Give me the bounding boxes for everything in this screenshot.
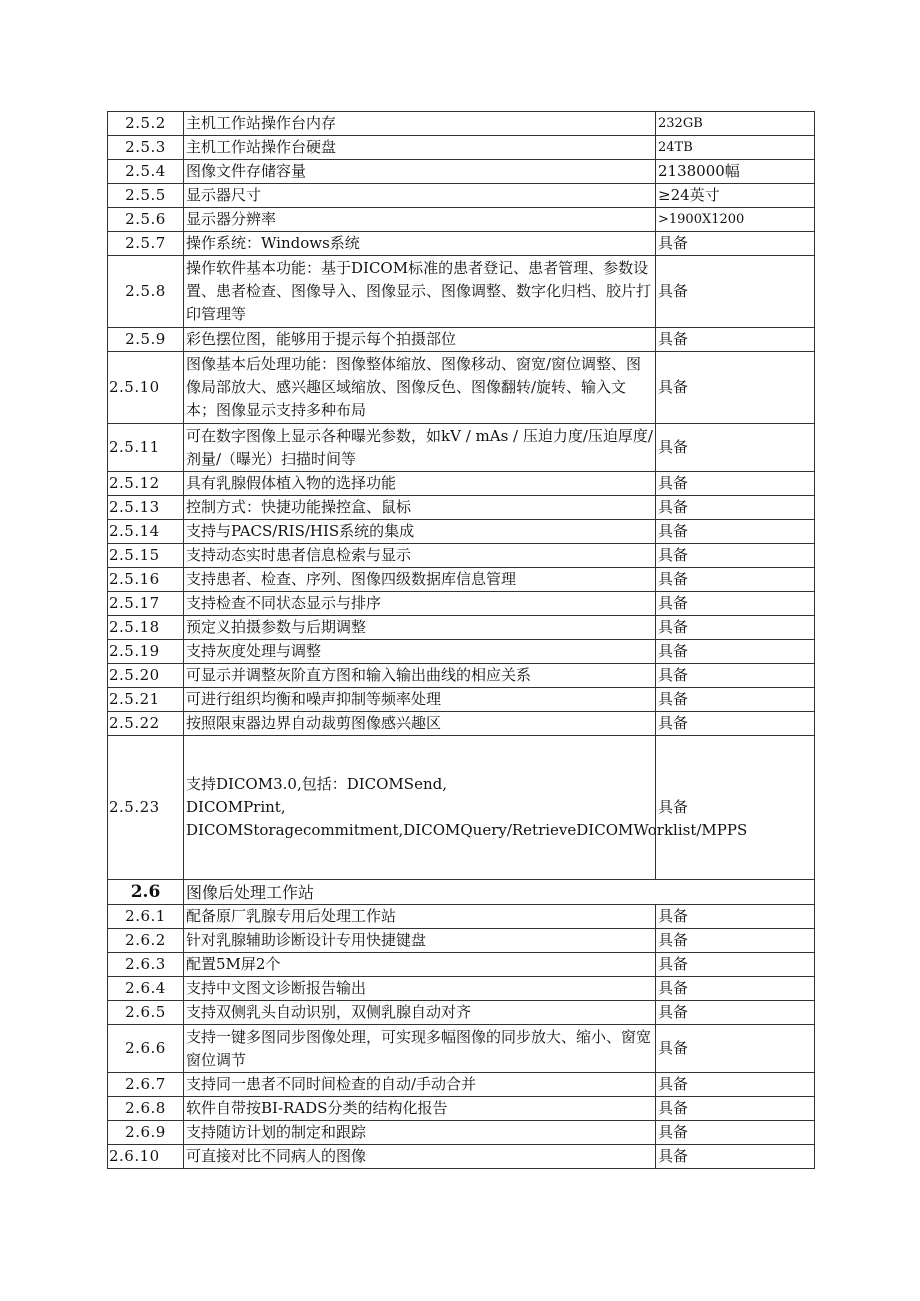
table-row	[108, 664, 815, 688]
item-value: 具备	[656, 472, 815, 496]
table-row	[108, 1097, 815, 1121]
table-row	[108, 905, 815, 929]
table-row	[108, 736, 815, 880]
section-title: 图像后处理工作站	[184, 880, 815, 905]
item-number: 2.5.7	[108, 232, 184, 256]
section-row	[108, 880, 815, 905]
item-number: 2.5.19	[108, 640, 184, 664]
table-row	[108, 1145, 815, 1169]
item-number: 2.5.2	[108, 112, 184, 136]
item-value: 具备	[656, 905, 815, 929]
table-row	[108, 544, 815, 568]
item-value: 具备	[656, 328, 815, 352]
dicom-line-2: DICOMPrint,	[186, 798, 286, 816]
table-row	[108, 688, 815, 712]
item-value: 2138000幅	[656, 160, 815, 184]
item-value: 具备	[656, 688, 815, 712]
item-description: 可直接对比不同病人的图像	[184, 1145, 656, 1169]
item-value: 具备	[656, 929, 815, 953]
item-number: 2.5.3	[108, 136, 184, 160]
item-description: 图像基本后处理功能：图像整体缩放、图像移动、窗宽/窗位调整、图像局部放大、感兴趣区域缩放、图像反色、图像翻转/旋转、输入文本；图像显示支持多种布局	[184, 352, 656, 424]
spec-rows-2-6	[108, 905, 815, 1169]
item-value: 232GB	[656, 112, 815, 136]
table-row	[108, 208, 815, 232]
table-row	[108, 1025, 815, 1073]
item-description: 可显示并调整灰阶直方图和输入输出曲线的相应关系	[184, 664, 656, 688]
table-row	[108, 160, 815, 184]
item-value: 具备	[656, 424, 815, 472]
item-value: 具备	[656, 352, 815, 424]
item-number: 2.5.14	[108, 520, 184, 544]
item-description: 支持一键多图同步图像处理，可实现多幅图像的同步放大、缩小、窗宽窗位调节	[184, 1025, 656, 1073]
table-row	[108, 1073, 815, 1097]
item-description: 支持中文图文诊断报告输出	[184, 977, 656, 1001]
item-number: 2.5.4	[108, 160, 184, 184]
item-description: 主机工作站操作台内存	[184, 112, 656, 136]
item-description: 显示器分辨率	[184, 208, 656, 232]
table-row	[108, 352, 815, 424]
item-description: 支持双侧乳头自动识别，双侧乳腺自动对齐	[184, 1001, 656, 1025]
item-description: 操作系统：Windows系统	[184, 232, 656, 256]
table-row	[108, 592, 815, 616]
table-row	[108, 496, 815, 520]
section-number: 2.6	[108, 880, 184, 905]
item-description: 具有乳腺假体植入物的选择功能	[184, 472, 656, 496]
table-row	[108, 616, 815, 640]
item-description: 支持检查不同状态显示与排序	[184, 592, 656, 616]
item-description: 支持动态实时患者信息检索与显示	[184, 544, 656, 568]
spec-rows-2-5	[108, 112, 815, 736]
item-number: 2.5.9	[108, 328, 184, 352]
item-value: 具备	[656, 592, 815, 616]
item-value: 24TB	[656, 136, 815, 160]
item-number: 2.5.23	[108, 736, 184, 880]
item-number: 2.5.20	[108, 664, 184, 688]
item-description: 支持灰度处理与调整	[184, 640, 656, 664]
item-value: 具备	[656, 1001, 815, 1025]
item-number: 2.6.1	[108, 905, 184, 929]
item-description: 主机工作站操作台硬盘	[184, 136, 656, 160]
table-row	[108, 1121, 815, 1145]
table-row	[108, 1001, 815, 1025]
item-description: 针对乳腺辅助诊断设计专用快捷键盘	[184, 929, 656, 953]
table-row	[108, 977, 815, 1001]
item-value: 具备	[656, 616, 815, 640]
item-number: 2.5.12	[108, 472, 184, 496]
item-description: 可进行组织均衡和噪声抑制等频率处理	[184, 688, 656, 712]
table-row	[108, 520, 815, 544]
item-number: 2.5.8	[108, 256, 184, 328]
item-number: 2.6.2	[108, 929, 184, 953]
item-number: 2.5.13	[108, 496, 184, 520]
item-value: 具备	[656, 712, 815, 736]
table-row	[108, 328, 815, 352]
item-value: 具备	[656, 520, 815, 544]
item-description: 彩色摆位图，能够用于提示每个拍摄部位	[184, 328, 656, 352]
table-row	[108, 232, 815, 256]
item-value: 具备	[656, 568, 815, 592]
spec-table	[107, 111, 815, 1169]
item-number: 2.5.21	[108, 688, 184, 712]
item-number: 2.5.18	[108, 616, 184, 640]
item-number: 2.5.16	[108, 568, 184, 592]
item-value: 具备	[656, 736, 815, 880]
item-number: 2.5.15	[108, 544, 184, 568]
item-description: 预定义拍摄参数与后期调整	[184, 616, 656, 640]
item-description: 配备原厂乳腺专用后处理工作站	[184, 905, 656, 929]
item-value: 具备	[656, 1121, 815, 1145]
item-value: 具备	[656, 953, 815, 977]
item-number: 2.6.4	[108, 977, 184, 1001]
item-description: 支持随访计划的制定和跟踪	[184, 1121, 656, 1145]
item-description: 图像文件存储容量	[184, 160, 656, 184]
item-value: 具备	[656, 640, 815, 664]
item-description: 显示器尺寸	[184, 184, 656, 208]
table-row	[108, 184, 815, 208]
table-row	[108, 640, 815, 664]
item-number: 2.6.5	[108, 1001, 184, 1025]
item-number: 2.6.7	[108, 1073, 184, 1097]
item-value: >1900X1200	[656, 208, 815, 232]
item-number: 2.5.11	[108, 424, 184, 472]
table-row	[108, 472, 815, 496]
item-number: 2.6.3	[108, 953, 184, 977]
item-value: 具备	[656, 232, 815, 256]
item-value: 具备	[656, 664, 815, 688]
item-number: 2.6.8	[108, 1097, 184, 1121]
table-row	[108, 712, 815, 736]
item-value: 具备	[656, 1097, 815, 1121]
table-row	[108, 953, 815, 977]
table-row	[108, 136, 815, 160]
table-row	[108, 256, 815, 328]
item-description: 支持同一患者不同时间检查的自动/手动合并	[184, 1073, 656, 1097]
item-description: 按照限束器边界自动裁剪图像感兴趣区	[184, 712, 656, 736]
item-description: 配置5M屏2个	[184, 953, 656, 977]
table-row	[108, 112, 815, 136]
item-description: 控制方式：快捷功能操控盒、鼠标	[184, 496, 656, 520]
item-number: 2.5.17	[108, 592, 184, 616]
item-description: 支持患者、检查、序列、图像四级数据库信息管理	[184, 568, 656, 592]
item-value: 具备	[656, 1145, 815, 1169]
item-description: 可在数字图像上显示各种曝光参数，如kV / mAs / 压迫力度/压迫厚度/剂量/（曝光）扫描时间等	[184, 424, 656, 472]
item-description: 支持与PACS/RIS/HIS系统的集成	[184, 520, 656, 544]
dicom-line-1: 支持DICOM3.0,包括：DICOMSend,	[186, 775, 447, 793]
table-row	[108, 929, 815, 953]
table-row	[108, 568, 815, 592]
item-number: 2.6.10	[108, 1145, 184, 1169]
item-number: 2.5.10	[108, 352, 184, 424]
item-number: 2.5.6	[108, 208, 184, 232]
table-row	[108, 424, 815, 472]
item-number: 2.6.6	[108, 1025, 184, 1073]
item-value: ≥24英寸	[656, 184, 815, 208]
item-value: 具备	[656, 256, 815, 328]
item-value: 具备	[656, 544, 815, 568]
item-value: 具备	[656, 496, 815, 520]
item-number: 2.6.9	[108, 1121, 184, 1145]
item-value: 具备	[656, 1073, 815, 1097]
item-number: 2.5.22	[108, 712, 184, 736]
item-number: 2.5.5	[108, 184, 184, 208]
item-value: 具备	[656, 1025, 815, 1073]
item-description: 操作软件基本功能：基于DICOM标准的患者登记、患者管理、参数设置、患者检查、图像导入、图像显示、图像调整、数字化归档、胶片打印管理等	[184, 256, 656, 328]
item-value: 具备	[656, 977, 815, 1001]
item-description: 软件自带按BI-RADS分类的结构化报告	[184, 1097, 656, 1121]
dicom-line-3: DICOMStoragecommitment,DICOMQuery/RetrieveDICOMWorklist/MPPS	[186, 821, 748, 839]
dicom-row-group	[108, 736, 815, 905]
